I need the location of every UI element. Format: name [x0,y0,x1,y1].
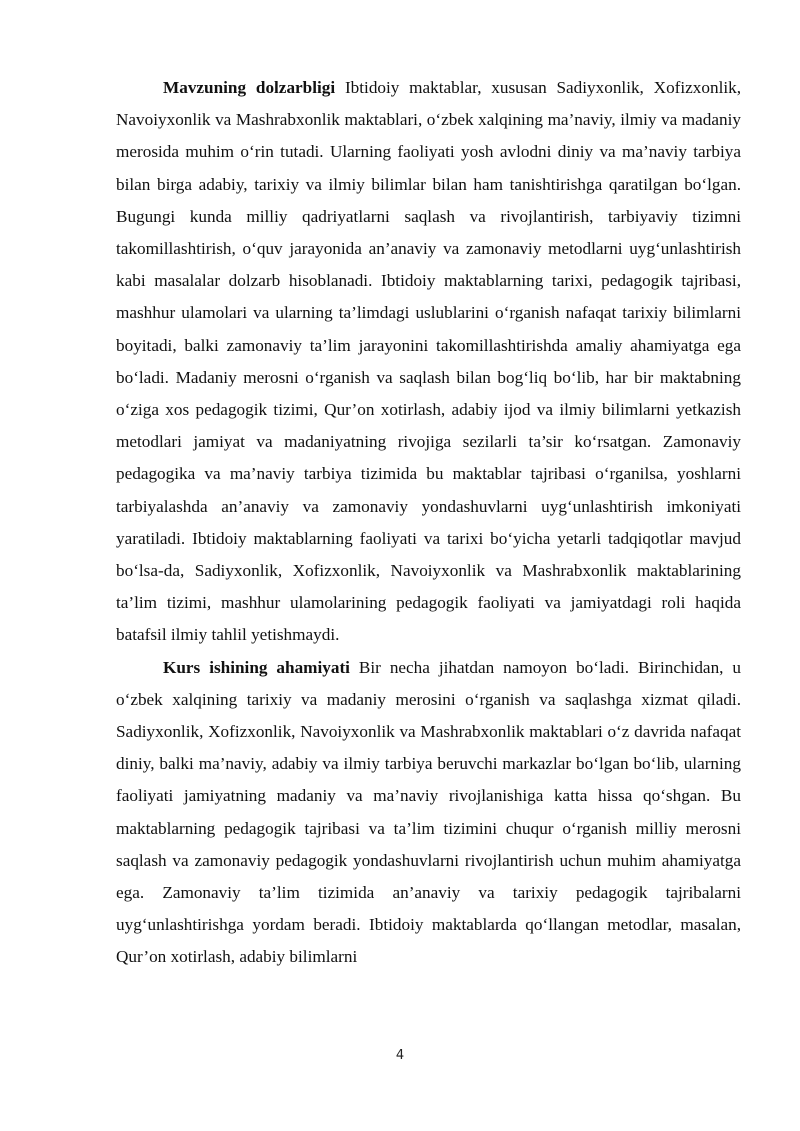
paragraph-heading-relevance: Mavzuning dolzarbligi [163,78,336,97]
page-number: 4 [395,1048,405,1063]
document-page [116,72,741,974]
paragraph-body-relevance: Ibtidoiy maktablar, xususan Sadiyxonlik, Xofizxonlik, Navoiyxonlik va Mashrabxonlik maktablari, o‘zbek xalqining ma’naviy, ilmiy va madaniy merosida muhim o‘rin tutadi. Ularning faoliyati yosh avlodni diniy va ma’naviy tarbiya bilan birga adabiy, tarixiy va ilmiy bilimlar bilan ham tanishtirishga qaratilgan bo‘lgan. Bugungi kunda milliy qadriyatlarni saqlash va rivojlantirish, tarbiyaviy tizimni takomillashtirish, o‘quv jarayonida an’anaviy va zamonaviy metodlarni uyg‘unlashtirish kabi masalalar dolzarb hisoblanadi. Ibtidoiy maktablarning tarixi, pedagogik tajribasi, mashhur ulamolari va ularning ta’limdagi uslublarini o‘rganish nafaqat tarixiy bilimlarni boyitadi, balki zamonaviy ta’lim jarayonini takomillashtirishda amaliy ahamiyatga ega bo‘ladi. Madaniy merosni o‘rganish va saqlash bilan bog‘liq bo‘lib, har bir maktabning o‘ziga xos pedagogik tizimi, Qur’on xotirlash, adabiy ijod va ilmiy bilimlarni yetkazish metodlari jamiyat va madaniyatning rivojiga sezilarli ta’sir ko‘rsatgan. Zamonaviy pedagogika va ma’naviy tarbiya tizimida bu maktablar tajribasi o‘rganilsa, yoshlarni tarbiyalashda an’anaviy va zamonaviy yondashuvlarni uyg‘unlashtirish imkoniyati yaratiladi. Ibtidoiy maktablarning faoliyati va tarixi bo‘yicha yetarli tadqiqotlar mavjud bo‘lsa-da, Sadiyxonlik, Xofizxonlik, Navoiyxonlik va Mashrabxonlik maktablarining ta’lim tizimi, mashhur ulamolarining pedagogik faoliyati va jamiyatdagi roli haqida batafsil ilmiy tahlil yetishmaydi. [116,78,742,645]
paragraph-relevance [116,72,741,652]
paragraph-heading-significance: Kurs ishining ahamiyati [163,657,350,677]
paragraph-body-significance: Bir necha jihatdan namoyon bo‘ladi. Birinchidan, u o‘zbek xalqining tarixiy va madaniy merosini o‘rganish va saqlashga xizmat qiladi. Sadiyxonlik, Xofizxonlik, Navoiyxonlik va Mashrabxonlik maktablari o‘z davrida nafaqat diniy, balki ma’naviy, adabiy va ilmiy tarbiya beruvchi markazlar bo‘lgan bo‘lib, ularning faoliyati jamiyatning madaniy va ma’naviy rivojlanishiga katta hissa qo‘shgan. Bu maktablarning pedagogik tajribasi va ta’lim tizimini chuqur o‘rganish milliy merosni saqlash va zamonaviy pedagogik yondashuvlarni rivojlantirish uchun muhim ahamiyatga ega. Zamonaviy ta’lim tizimida an’anaviy va tarixiy pedagogik tajribalarni uyg‘unlashtirishga yordam beradi. Ibtidoiy maktablarda qo‘llangan metodlar, masalan, Qur’on xotirlash, adabiy bilimlarni [116,657,741,967]
paragraph-significance [116,652,741,974]
